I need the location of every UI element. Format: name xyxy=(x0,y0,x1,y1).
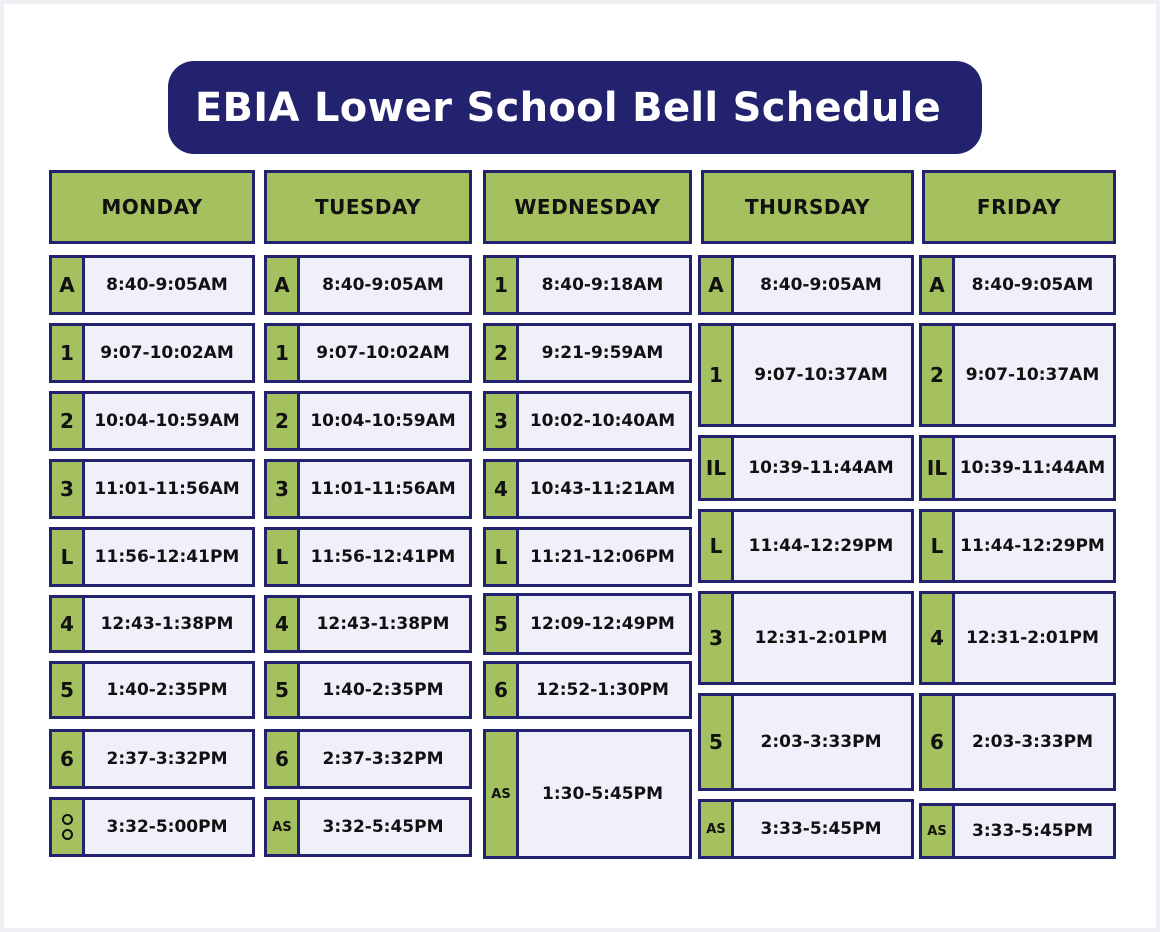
period-code: A xyxy=(701,258,734,312)
period-time: 12:52-1:30PM xyxy=(536,680,669,700)
period-code: 5 xyxy=(701,696,734,788)
period-tuesday-3 xyxy=(264,391,472,451)
period-code: L xyxy=(701,512,734,580)
period-monday-2 xyxy=(49,323,255,383)
period-time: 9:07-10:37AM xyxy=(965,365,1100,385)
period-tuesday-6 xyxy=(264,595,472,653)
period-time: 10:04-10:59AM xyxy=(310,411,456,431)
period-wednesday-7 xyxy=(483,661,692,719)
period-code: 6 xyxy=(52,732,85,786)
period-code: 3 xyxy=(267,462,300,516)
period-time: 1:30-5:45PM xyxy=(541,784,663,804)
period-code: 2 xyxy=(52,394,85,448)
period-code: 2 xyxy=(922,326,955,424)
period-thursday-2 xyxy=(698,323,914,427)
period-friday-2 xyxy=(919,323,1116,427)
period-time: 2:03-3:33PM xyxy=(971,732,1093,752)
period-code: 1 xyxy=(486,258,519,312)
period-time: 10:39-11:44AM xyxy=(959,458,1106,478)
schedule-page xyxy=(4,4,1156,928)
period-code: AS xyxy=(267,800,300,854)
period-code: 3 xyxy=(486,394,519,448)
day-header-tuesday: TUESDAY xyxy=(264,170,472,244)
period-thursday-1 xyxy=(698,255,914,315)
period-code: 4 xyxy=(267,598,300,650)
period-monday-3 xyxy=(49,391,255,451)
period-thursday-4 xyxy=(698,509,914,583)
period-wednesday-4 xyxy=(483,459,692,519)
period-code: L xyxy=(922,512,955,580)
period-time: 8:40-9:05AM xyxy=(760,275,882,295)
period-time: 1:40-2:35PM xyxy=(322,680,444,700)
period-code: 5 xyxy=(486,596,519,652)
period-time: 8:40-9:05AM xyxy=(106,275,228,295)
period-code: 5 xyxy=(267,664,300,716)
period-time: 8:40-9:05AM xyxy=(971,275,1094,295)
period-tuesday-9 xyxy=(264,797,472,857)
period-monday-8 xyxy=(49,729,255,789)
period-code: L xyxy=(52,530,85,584)
period-code: L xyxy=(486,530,519,584)
period-time: 11:44-12:29PM xyxy=(960,536,1105,556)
period-tuesday-7 xyxy=(264,661,472,719)
period-code: 1 xyxy=(267,326,300,380)
period-time: 11:56-12:41PM xyxy=(94,547,240,567)
period-time: 11:01-11:56AM xyxy=(310,479,456,499)
period-wednesday-3 xyxy=(483,391,692,451)
period-code: 4 xyxy=(486,462,519,516)
day-header-wednesday: WEDNESDAY xyxy=(483,170,692,244)
day-header-friday: FRIDAY xyxy=(922,170,1116,244)
period-tuesday-2 xyxy=(264,323,472,383)
period-code: A xyxy=(267,258,300,312)
period-code: 1 xyxy=(52,326,85,380)
period-time: 11:44-12:29PM xyxy=(748,536,894,556)
period-thursday-3 xyxy=(698,435,914,501)
period-time: 10:39-11:44AM xyxy=(748,458,894,478)
period-time: 9:07-10:02AM xyxy=(316,343,450,363)
period-monday-4 xyxy=(49,459,255,519)
period-time: 2:37-3:32PM xyxy=(322,749,444,769)
day-header-thursday: THURSDAY xyxy=(701,170,914,244)
period-code: AS xyxy=(701,802,734,856)
period-time: 12:31-2:01PM xyxy=(966,628,1099,648)
period-friday-6 xyxy=(919,693,1116,791)
period-tuesday-4 xyxy=(264,459,472,519)
period-time: 11:56-12:41PM xyxy=(310,547,456,567)
period-time: 9:21-9:59AM xyxy=(541,343,664,363)
period-time: 3:32-5:45PM xyxy=(322,817,444,837)
period-code: A xyxy=(922,258,955,312)
period-tuesday-8 xyxy=(264,729,472,789)
period-wednesday-8 xyxy=(483,729,692,859)
period-time: 11:01-11:56AM xyxy=(94,479,240,499)
period-code: 5 xyxy=(52,664,85,716)
period-wednesday-1 xyxy=(483,255,692,315)
period-friday-5 xyxy=(919,591,1116,685)
period-code: 4 xyxy=(52,598,85,650)
period-time: 8:40-9:18AM xyxy=(541,275,664,295)
period-thursday-6 xyxy=(698,693,914,791)
period-code: 3 xyxy=(701,594,734,682)
period-time: 11:21-12:06PM xyxy=(530,547,675,567)
period-thursday-7 xyxy=(698,799,914,859)
period-thursday-5 xyxy=(698,591,914,685)
period-tuesday-1 xyxy=(264,255,472,315)
period-time: 8:40-9:05AM xyxy=(322,275,444,295)
circle-icon xyxy=(62,814,73,825)
period-code: A xyxy=(52,258,85,312)
period-time: 12:31-2:01PM xyxy=(754,628,888,648)
period-monday-1 xyxy=(49,255,255,315)
period-monday-9 xyxy=(49,797,255,857)
period-time: 2:37-3:32PM xyxy=(106,749,228,769)
period-time: 10:02-10:40AM xyxy=(529,411,676,431)
period-friday-3 xyxy=(919,435,1116,501)
page-title: EBIA Lower School Bell Schedule xyxy=(168,61,982,154)
period-time: 1:40-2:35PM xyxy=(106,680,228,700)
period-code: IL xyxy=(701,438,734,498)
period-time: 12:43-1:38PM xyxy=(100,614,234,634)
period-code: 6 xyxy=(922,696,955,788)
period-time: 12:09-12:49PM xyxy=(530,614,675,634)
period-wednesday-5 xyxy=(483,527,692,587)
period-code: 3 xyxy=(52,462,85,516)
period-friday-7 xyxy=(919,803,1116,859)
period-code: 1 xyxy=(701,326,734,424)
period-code: AS xyxy=(922,806,955,856)
period-code: 6 xyxy=(267,732,300,786)
period-monday-6 xyxy=(49,595,255,653)
period-time: 9:07-10:37AM xyxy=(754,365,888,385)
period-wednesday-6 xyxy=(483,593,692,655)
period-code-circles-icon xyxy=(52,800,85,854)
period-code: 4 xyxy=(922,594,955,682)
period-code: IL xyxy=(922,438,955,498)
period-time: 3:33-5:45PM xyxy=(760,819,882,839)
circle-icon xyxy=(62,829,73,840)
period-code: AS xyxy=(486,732,519,856)
period-time: 10:43-11:21AM xyxy=(529,479,676,499)
period-tuesday-5 xyxy=(264,527,472,587)
period-friday-4 xyxy=(919,509,1116,583)
period-code: L xyxy=(267,530,300,584)
period-time: 12:43-1:38PM xyxy=(316,614,450,634)
day-header-monday: MONDAY xyxy=(49,170,255,244)
period-monday-5 xyxy=(49,527,255,587)
period-time: 10:04-10:59AM xyxy=(94,411,240,431)
period-time: 3:32-5:00PM xyxy=(106,817,228,837)
period-time: 2:03-3:33PM xyxy=(760,732,882,752)
period-wednesday-2 xyxy=(483,323,692,383)
period-code: 6 xyxy=(486,664,519,716)
period-code: 2 xyxy=(267,394,300,448)
period-monday-7 xyxy=(49,661,255,719)
period-code: 2 xyxy=(486,326,519,380)
period-time: 3:33-5:45PM xyxy=(971,821,1093,841)
period-time: 9:07-10:02AM xyxy=(100,343,234,363)
period-friday-1 xyxy=(919,255,1116,315)
